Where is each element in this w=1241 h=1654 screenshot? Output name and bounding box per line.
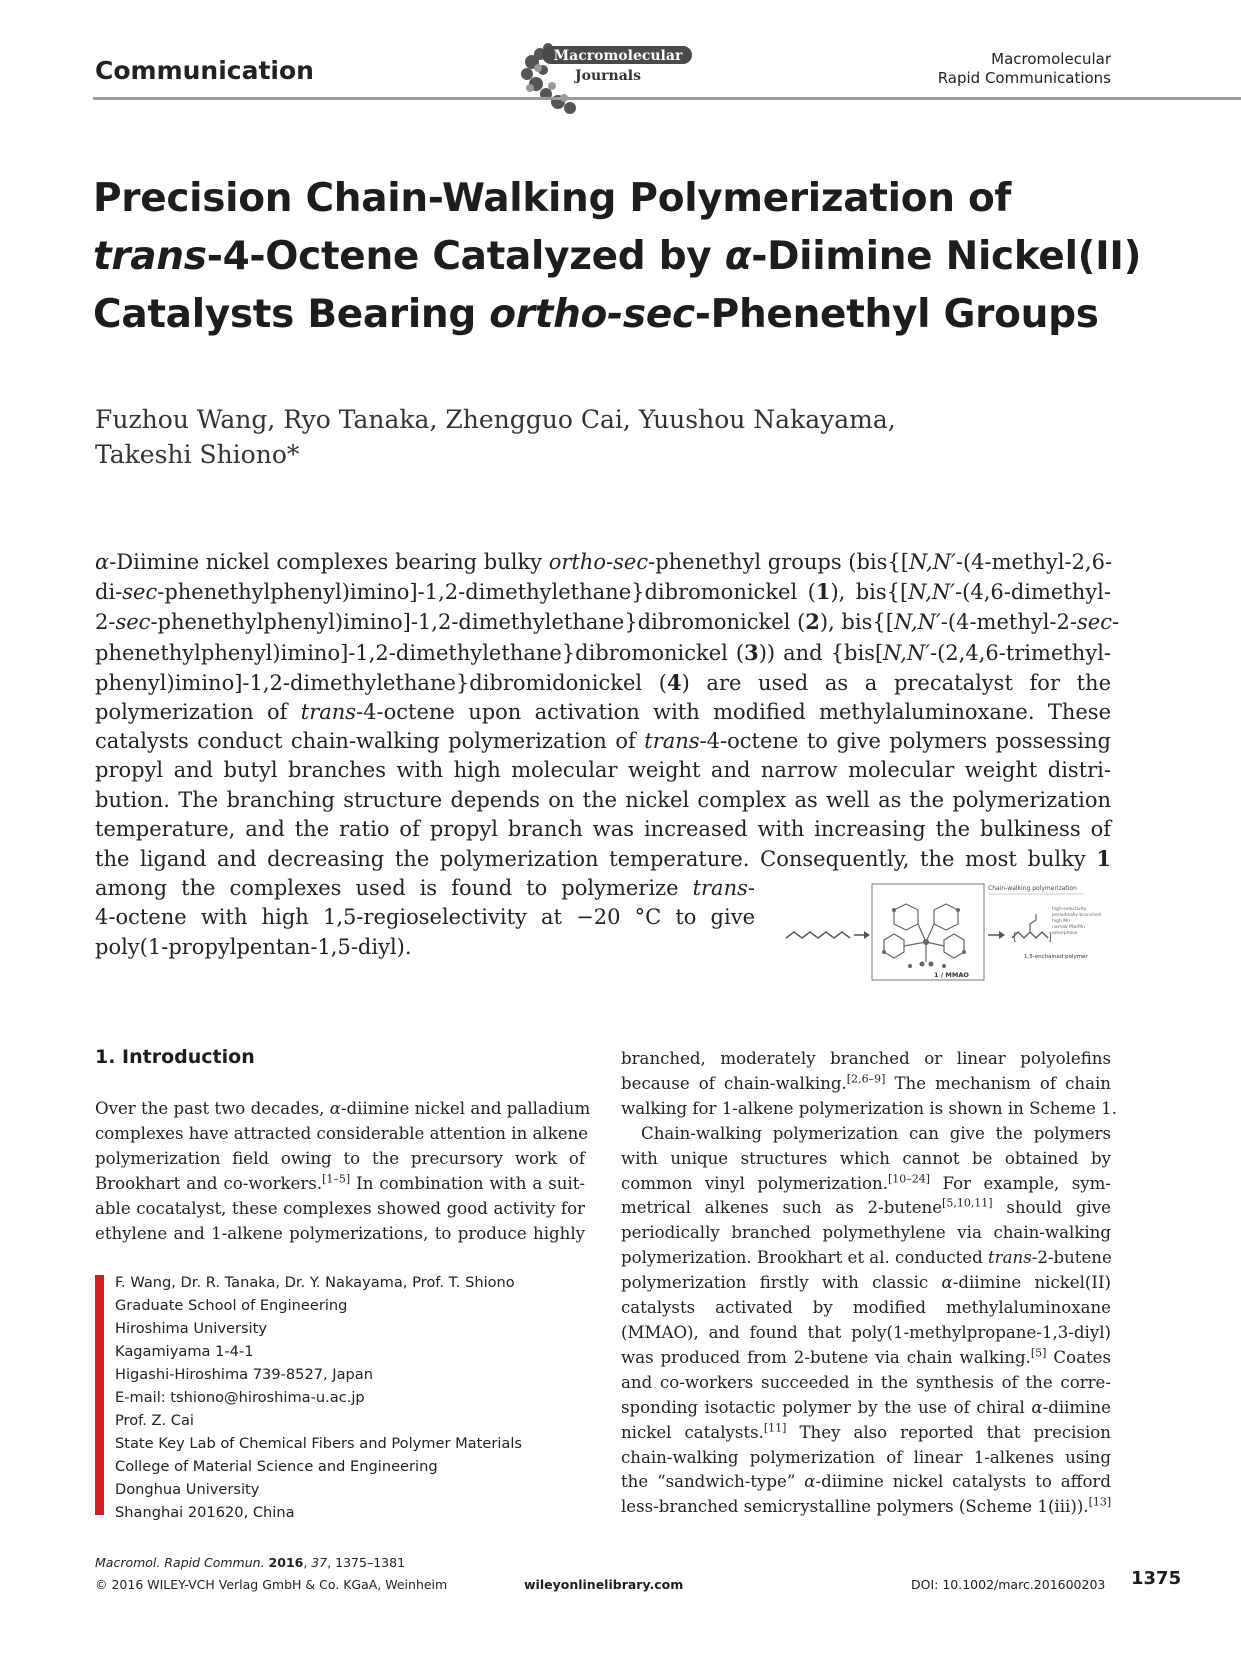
section-heading: 1. Introduction — [95, 1046, 255, 1068]
catalyst-structure — [884, 904, 964, 962]
title-line-3: Catalysts Bearing ortho-sec-Phenethyl Groups — [93, 292, 1099, 337]
abstract-line: catalysts conduct chain-walking polymerization of trans-4-octene to give polymers possessing — [95, 729, 1111, 754]
logo-top-text: Macromolecular — [553, 48, 683, 64]
affiliation-line: College of Material Science and Engineering — [115, 1458, 438, 1475]
title-line-2: trans-4-Octene Catalyzed by α-Diimine Nickel(II) — [93, 234, 1142, 279]
authors-line-2: Takeshi Shiono* — [95, 440, 300, 469]
text-line: common vinyl polymerization.[10–24] For example, sym- — [621, 1172, 1111, 1193]
toc-properties — [1052, 906, 1101, 936]
journal-name — [938, 50, 1111, 88]
publisher-url[interactable]: wileyonlinelibrary.com — [524, 1577, 684, 1592]
text-line: periodically branched polymethylene via chain-walking — [621, 1223, 1111, 1243]
svg-text:amorphous: amorphous — [1052, 931, 1078, 936]
abstract-line: 2-sec-phenethylphenyl)imino]-1,2-dimethylethane}dibromonickel (2), bis{[N,N′-(4-methyl-2-sec- — [95, 609, 1120, 635]
text-line: Brookhart and co-workers.[1–5] In combination with a suit- — [95, 1172, 585, 1193]
svg-text:high Mn: high Mn — [1052, 919, 1070, 924]
text-line: polymerization field owing to the precursory work of — [95, 1148, 585, 1168]
text-line: Chain-walking polymerization can give the polymers — [641, 1123, 1111, 1143]
affiliation-email[interactable]: E-mail: tshiono@hiroshima-u.ac.jp — [115, 1389, 365, 1406]
copyright: © 2016 WILEY-VCH Verlag GmbH & Co. KGaA, Weinheim — [95, 1577, 448, 1592]
abstract-line: di-sec-phenethylphenyl)imino]-1,2-dimethylethane}dibromonickel (1), bis{[N,N′-(4,6-dimethyl- — [95, 579, 1111, 605]
logo-bottom-text: Journals — [575, 68, 641, 84]
text-line: branched, moderately branched or linear polyolefins — [621, 1049, 1111, 1068]
text-line: (MMAO), and found that poly(1-methylpropane-1,3-diyl) — [621, 1322, 1111, 1342]
text-line: with unique structures which cannot be obtained by — [621, 1148, 1111, 1168]
abstract-line: among the complexes used is found to polymerize trans- — [95, 876, 755, 901]
abstract-line: phenethylphenyl)imino]-1,2-dimethylethane}dibromonickel (3)) and {bis[N,N′-(2,4,6-trimethyl- — [95, 639, 1112, 665]
section-label: Communication — [95, 56, 314, 85]
text-line: and co-workers succeeded in the synthesis of the corre- — [621, 1372, 1111, 1392]
journal-name-line2: Rapid Communications — [937, 69, 1111, 87]
text-line: metrical alkenes such as 2-butene[5,10,11] should give — [621, 1196, 1111, 1218]
text-line: Over the past two decades, α-diimine nickel and palladium — [95, 1099, 591, 1118]
svg-text:[: [ — [1013, 932, 1017, 943]
affiliation-line: Higashi-Hiroshima 739-8527, Japan — [115, 1366, 373, 1383]
page-number: 1375 — [1131, 1568, 1182, 1589]
affiliation-bar — [95, 1275, 104, 1515]
abstract-line: temperature, and the ratio of propyl branch was increased with increasing the bulkiness of — [95, 816, 1111, 841]
abstract-line: polymerization of trans-4-octene upon activation with modified methylaluminoxane. These — [95, 700, 1111, 725]
journal-name-line1: Macromolecular — [991, 50, 1111, 68]
doi[interactable]: DOI: 10.1002/marc.201600203 — [911, 1577, 1106, 1592]
article-title — [93, 170, 1153, 344]
text-line: sponding isotactic polymer by the use of chiral α-diimine — [621, 1397, 1111, 1417]
affiliation-line: F. Wang, Dr. R. Tanaka, Dr. Y. Nakayama, Prof. T. Shiono — [115, 1274, 515, 1291]
abstract-line: 4-octene with high 1,5-regioselectivity at −20 °C to give — [95, 905, 755, 930]
svg-text:narrow Mw/Mn: narrow Mw/Mn — [1052, 925, 1085, 930]
abstract-line: α-Diimine nickel complexes bearing bulky ortho-sec-phenethyl groups (bis{[N,N′-(4-methyl-2,6- — [95, 550, 1113, 574]
author-list — [95, 402, 995, 472]
toc-top-label: Chain-walking polymerization — [988, 885, 1077, 892]
abstract-line: the ligand and decreasing the polymerization temperature. Consequently, the most bulky 1 — [95, 846, 1111, 872]
text-line: chain-walking polymerization of linear 1-alkenes using — [621, 1447, 1111, 1467]
text-line: able cocatalyst, these complexes showed good activity for — [95, 1198, 585, 1218]
affiliation-line: State Key Lab of Chemical Fibers and Polymer Materials — [115, 1435, 522, 1452]
header-rule — [93, 97, 1241, 100]
text-line: walking for 1-alkene polymerization is shown in Scheme 1. — [621, 1098, 1117, 1118]
svg-text:periodically branched: periodically branched — [1052, 913, 1101, 918]
svg-text:high-selectivity: high-selectivity — [1052, 907, 1087, 912]
abstract-line: poly(1-propylpentan-1,5-diyl). — [95, 934, 412, 959]
intro-right-column — [621, 1047, 1117, 1520]
abstract-line: propyl and butyl branches with high molecular weight and narrow molecular weight distri- — [95, 758, 1111, 783]
text-line: polymerization. Brookhart et al. conducted trans-2-butene — [621, 1248, 1112, 1268]
authors-line-1: Fuzhou Wang, Ryo Tanaka, Zhengguo Cai, Yuushou Nakayama, — [95, 405, 896, 434]
catalyst-box — [872, 884, 984, 980]
journal-logo — [518, 40, 698, 116]
text-line: nickel catalysts.[11] They also reported that precision — [621, 1421, 1111, 1442]
affiliation-line: Hiroshima University — [115, 1320, 267, 1337]
text-line: was produced from 2-butene via chain walking.[5] Coates — [621, 1346, 1112, 1367]
affiliation-line: Kagamiyama 1-4-1 — [115, 1343, 254, 1360]
affiliation-line: Graduate School of Engineering — [115, 1297, 348, 1314]
citation-line: Macromol. Rapid Commun. 2016, 37, 1375–1381 — [95, 1555, 406, 1570]
affiliation-line: Prof. Z. Cai — [115, 1412, 194, 1429]
intro-left-column — [95, 1097, 591, 1246]
affiliation-line: Donghua University — [115, 1481, 260, 1498]
toc-graphic — [784, 880, 1114, 985]
abstract-line: phenyl)imino]-1,2-dimethylethane}dibromidonickel (4) are used as a precatalyst for the — [95, 669, 1112, 695]
svg-text:]: ] — [1048, 932, 1052, 943]
toc-product-label: 1,5-enchained polymer — [1024, 954, 1088, 960]
affiliation-block — [115, 1271, 522, 1524]
text-line: catalysts activated by modified methylaluminoxane — [621, 1298, 1111, 1318]
text-line: because of chain-walking.[2,6–9] The mechanism of chain — [621, 1072, 1111, 1093]
text-line: the “sandwich-type” α-diimine nickel catalysts to afford — [621, 1472, 1111, 1492]
toc-catalyst-label: 1 / MMAO — [934, 971, 969, 979]
affiliation-line: Shanghai 201620, China — [115, 1504, 295, 1521]
text-line: complexes have attracted considerable attention in alkene — [95, 1123, 589, 1143]
abstract-line: bution. The branching structure depends on the nickel complex as well as the polymerization — [95, 787, 1111, 812]
text-line: polymerization firstly with classic α-diimine nickel(II) — [621, 1273, 1111, 1293]
octene-structure — [786, 932, 850, 938]
title-line-1: Precision Chain-Walking Polymerization of — [93, 176, 1012, 221]
product-structure — [1012, 932, 1048, 938]
text-line: ethylene and 1-alkene polymerizations, to produce highly — [95, 1223, 585, 1243]
text-line: less-branched semicrystalline polymers (Scheme 1(iii)).[13] — [621, 1495, 1112, 1517]
